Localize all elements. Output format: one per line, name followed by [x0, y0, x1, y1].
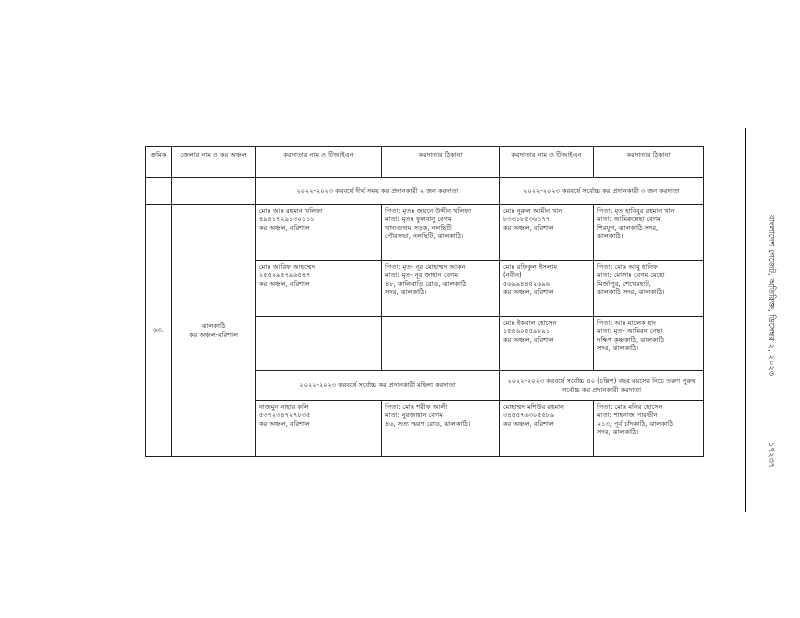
- district-zone: কর অঞ্চল-বরিশাল: [188, 330, 238, 339]
- running-header: বাংলাদেশ গেজেট, অতিরিক্ত, ডিসেম্বর ২, ২০২৩: [767, 215, 776, 377]
- taxpayer-address-cell: [594, 317, 704, 371]
- taxpayer-zone: কর অঞ্চল, বরিশাল: [503, 223, 554, 232]
- col-header-serial: ক্রমিক: [146, 147, 172, 178]
- address-line: মাতা: মৃত- নূর জাহান বেগম: [385, 271, 459, 280]
- address-line: মাতা: আমিরুন্নেছা বেগম: [597, 215, 661, 224]
- empty-cell: [172, 178, 256, 205]
- section-title-female: ২০২২-২০২৩ করবর্ষে সর্বোচ্চ কর প্রদানকারী মহিলা করদাতা: [256, 371, 500, 401]
- table-row: [146, 205, 704, 261]
- col-header-address-1: করদাতার ঠিকানা: [382, 147, 500, 178]
- address-line: ৪৬, সত্য স্মরণ রোড, ঝালকাঠি।: [385, 419, 471, 428]
- taxpayer-zone: কর অঞ্চল, বরিশাল: [503, 287, 554, 296]
- empty-cell: [256, 317, 382, 371]
- taxpayer-name: নাজমুন নাহার কলি: [259, 403, 309, 411]
- taxpayer-name-cell: [500, 317, 594, 371]
- col-header-name-tin-1: করদাতার নাম ও টিআইএন: [256, 147, 382, 178]
- district-cell: [172, 205, 256, 457]
- address-line: পিতা: মৃত হাবিবুর রহমান খান: [597, 207, 675, 215]
- taxpayer-name: মোঃ আরিফ আহম্মেদ: [259, 263, 316, 271]
- address-line: ২১৩, পূর্ব চাঁদকাঠি, ঝালকাঠি: [597, 419, 674, 428]
- address-line: পিতা: মৃতঃ জয়নে উদ্দীন খলিফা: [385, 207, 472, 215]
- col-header-district: জেলার নাম ও কর অঞ্চল: [172, 147, 256, 178]
- address-line: মাতা: মৃতঃ ফুলবানু বেগম: [385, 215, 452, 224]
- taxpayer-name: মোঃ নুরুল আমীন খান: [503, 207, 563, 215]
- taxpayer-name-cell: [500, 401, 594, 457]
- taxpayer-zone: কর অঞ্চল, বরিশাল: [503, 335, 554, 344]
- taxpayer-table: [145, 146, 704, 457]
- address-line: দক্ষিণ কৃষ্ণকাঠি, ঝালকাঠি: [597, 335, 664, 344]
- taxpayer-tin: ৫৩৭২৩৪৭২৭৮৩৫: [259, 411, 311, 420]
- taxpayer-address-cell: [594, 205, 704, 261]
- address-line: খাদ্যগুদাম সড়ক, নলছিটি: [385, 223, 452, 232]
- section-title-highest: ২০২২-২০২৩ করবর্ষে সর্বোচ্চ কর প্রদানকারী ৩ জন করদাতা: [500, 178, 704, 205]
- taxpayer-zone: কর অঞ্চল, বরিশাল: [259, 419, 310, 428]
- district-name: ঝালকাঠি: [201, 322, 226, 331]
- taxpayer-name-cell: [256, 261, 382, 317]
- address-line: মাতা: মৃত- আমিরন নেছা: [597, 327, 663, 336]
- taxpayer-tin: ২৫৫২৯৫৭৯৬৫৪৭: [259, 271, 311, 280]
- col-header-name-tin-2: করদাতার নাম ও টিআইএন: [500, 147, 594, 178]
- address-line: সদর, ঝালকাঠি।: [597, 343, 639, 352]
- taxpayer-name: মোঃ রফিকুল ইসলাম: [503, 263, 558, 271]
- empty-cell: [382, 317, 500, 371]
- taxpayer-address-cell: [382, 261, 500, 317]
- taxpayer-address-cell: [382, 401, 500, 457]
- taxpayer-table-wrapper: [145, 146, 703, 457]
- address-line: পিতা: মোঃ মনির হোসেন: [597, 403, 663, 411]
- taxpayer-zone: কর অঞ্চল, বরিশাল: [259, 223, 310, 232]
- taxpayer-name-cell: [500, 205, 594, 261]
- taxpayer-name-cell: [256, 401, 382, 457]
- taxpayer-zone: কর অঞ্চল, বরিশাল: [503, 419, 554, 428]
- taxpayer-zone: কর অঞ্চল, বরিশাল: [259, 279, 310, 288]
- header-row: [146, 147, 704, 178]
- address-line: শিরযুগ, ঝালকাঠি সদর,: [597, 223, 659, 232]
- page-number: ১৭২৩৭: [767, 442, 776, 468]
- empty-cell: [146, 178, 172, 205]
- margin-rule: [745, 128, 746, 512]
- taxpayer-name: মোহাম্মদ মশিউর রহমান: [503, 403, 564, 411]
- serial-cell: ৬৩.: [146, 205, 172, 457]
- taxpayer-address-cell: [382, 205, 500, 261]
- address-line: মাতা: শাহনাজ পারভীন: [597, 411, 658, 420]
- section-title-young-male: ২০২২-২০২৩ করবর্ষে সর্বোচ্চ ৪০ (চল্লিশ) বছর বয়সের নিচে তরুণ পুরুষ সর্বোচ্চ কর প্রদানকারী করদাতা: [500, 371, 704, 401]
- address-line: পিতা: মোঃ আবু হানিফ: [597, 263, 658, 271]
- taxpayer-name: মোঃ ইকবাল হোসেন: [503, 319, 557, 327]
- address-line: ঝালকাঠি।: [597, 231, 624, 240]
- taxpayer-tin: ৪৯৪১৭২৯১৩০১১১: [259, 215, 315, 224]
- address-line: ৪৮, কালিবাড়ি রোড, ঝালকাঠি: [385, 279, 467, 288]
- address-line: ঝালকাঠি সদর, ঝালকাঠি।: [597, 287, 665, 296]
- section-header-row-1: [146, 178, 704, 205]
- address-line: সদর, ঝালকাঠি।: [385, 287, 427, 296]
- address-line: পিতা: মোঃ শরীফ আলী: [385, 403, 448, 411]
- taxpayer-name: মোঃ আঃ রহমান খলিফা: [259, 207, 323, 215]
- address-line: মাতা: নুরজাহান বেগম: [385, 411, 443, 420]
- taxpayer-name-cell: [500, 261, 594, 317]
- address-line: মির্জাপুর, শেখেরহাট,: [597, 279, 651, 288]
- taxpayer-tin: ৫৬৯৯৪৪৫২৬৯৬: [503, 279, 551, 288]
- taxpayer-tin: ৩৪৫৫৭৬৩০৫৫৮৯: [503, 411, 555, 420]
- address-line: পিতা: আঃ মালেক হাং: [597, 319, 656, 327]
- taxpayer-name-cell: [256, 205, 382, 261]
- address-line: সদর, ঝালকাঠি।: [597, 427, 639, 436]
- taxpayer-tin: ৮৩৩১৮৫৩৬১৭৭: [503, 215, 551, 224]
- address-line: মাতা: মোসাঃ বেগম মেহো: [597, 271, 665, 280]
- taxpayer-address-cell: [594, 401, 704, 457]
- col-header-address-2: করদাতার ঠিকানা: [594, 147, 704, 178]
- taxpayer-address-cell: [594, 261, 704, 317]
- address-line: পৌরসভা, নলছিটি, ঝালকাঠি।: [385, 231, 464, 240]
- taxpayer-tin: ১৫৫৬০৫৫৯৮৯১: [503, 327, 551, 336]
- taxpayer-alias: (নবীন): [503, 271, 522, 280]
- section-title-long-term: ২০২২-২০২৩ করবর্ষে দীর্ঘ সময় কর প্রদানকারী ২ জন করদাতা: [256, 178, 500, 205]
- address-line: পিতা: মৃত- নূর মোহাম্মদ আকন: [385, 263, 466, 271]
